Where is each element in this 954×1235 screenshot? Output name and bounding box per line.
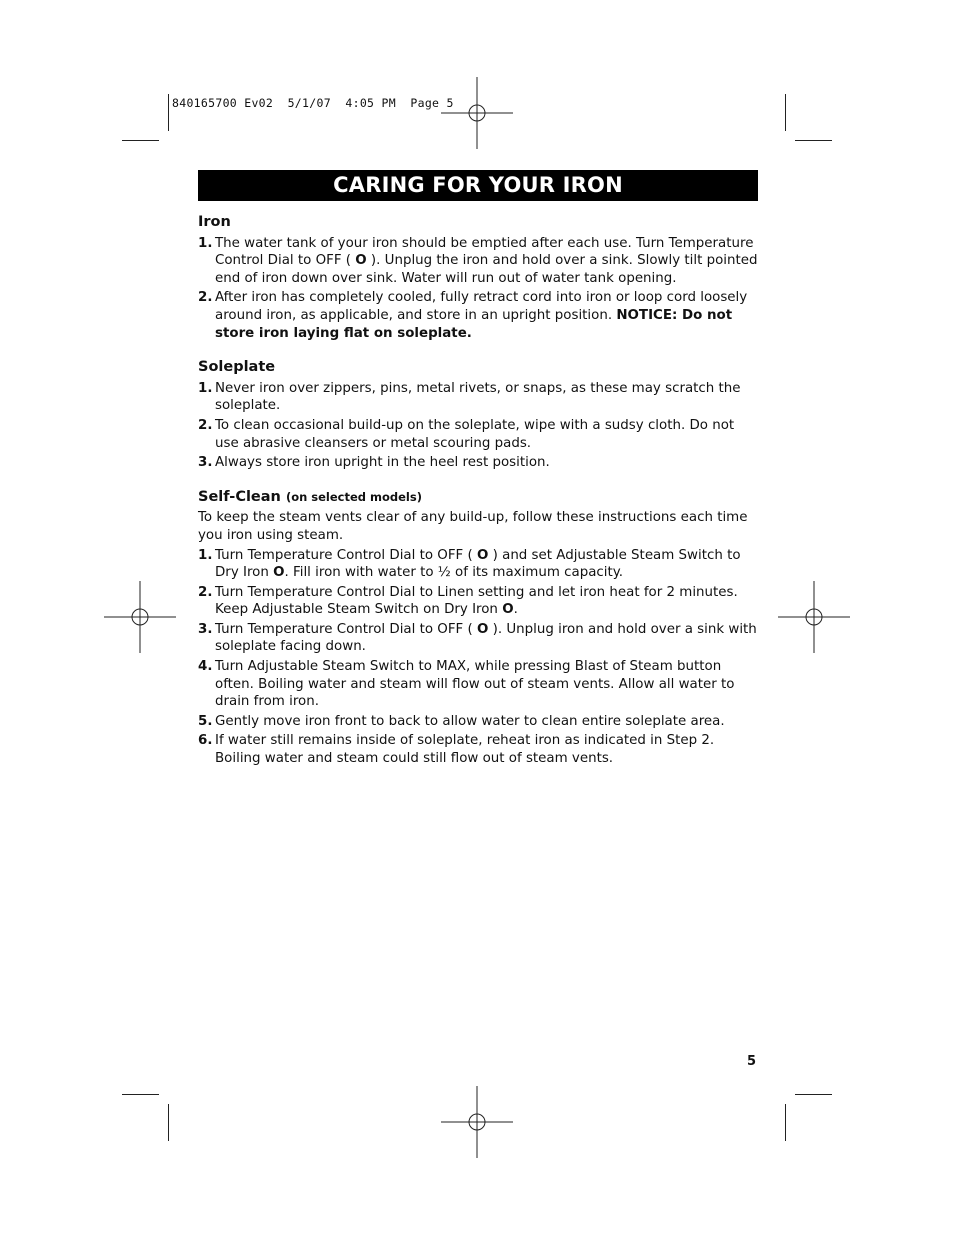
selfclean-list <box>198 547 760 768</box>
selfclean-section <box>198 489 760 768</box>
registration-mark-right <box>778 581 850 653</box>
off-symbol: O <box>476 621 489 637</box>
crop-mark <box>795 1094 832 1095</box>
item-text: Gently move iron front to back to allow water to clean entire soleplate area. <box>215 713 725 729</box>
list-item <box>198 658 760 711</box>
item-number: 2. <box>198 417 213 433</box>
item-text: Never iron over zippers, pins, metal rivets, or snaps, as these may scratch the soleplate. <box>215 380 741 414</box>
item-number: 2. <box>198 290 213 306</box>
registration-mark-left <box>104 581 176 653</box>
title-bar <box>198 170 758 201</box>
page-number: 5 <box>746 1054 756 1069</box>
item-text: After iron has completely cooled, fully retract cord into iron or loop cord loosely around iron, as applicable, and store in an upright position. <box>215 290 748 323</box>
dry-iron-symbol: O <box>273 565 285 581</box>
item-text: Turn Temperature Control Dial to Linen setting and let iron heat for 2 minutes. Keep Adjustable Steam Switch on Dry Iron <box>215 584 738 618</box>
selfclean-heading-note: (on selected models) <box>285 489 422 504</box>
off-symbol: O <box>476 547 489 563</box>
item-number: 3. <box>198 455 213 471</box>
item-text: ). Unplug iron and hold over a sink with soleplate facing down. <box>215 621 757 655</box>
list-item <box>198 584 760 619</box>
crop-mark <box>168 94 169 131</box>
item-number: 5. <box>198 713 213 729</box>
soleplate-list <box>198 380 760 472</box>
item-text: Always store iron upright in the heel rest position. <box>215 455 550 471</box>
content <box>198 214 760 785</box>
item-text: . <box>513 602 518 618</box>
crop-mark <box>795 140 832 141</box>
item-number: 1. <box>198 380 213 396</box>
list-item <box>198 547 760 582</box>
registration-mark-bottom <box>441 1086 513 1158</box>
item-number: 6. <box>198 733 213 749</box>
list-item <box>198 289 760 342</box>
item-number: 2. <box>198 584 213 600</box>
soleplate-section <box>198 359 760 472</box>
page-title: CARING FOR YOUR IRON <box>333 173 623 197</box>
iron-list <box>198 235 760 343</box>
notice-text: NOTICE: Do not store iron laying flat on soleplate. <box>215 307 733 341</box>
list-item <box>198 380 760 415</box>
iron-section <box>198 214 760 342</box>
crop-mark <box>785 94 786 131</box>
item-text: If water still remains inside of soleplate, reheat iron as indicated in Step 2. Boiling water and steam could still flow out of steam vents. <box>215 733 715 767</box>
registration-mark-top <box>441 77 513 149</box>
off-symbol: O <box>355 253 367 269</box>
list-item <box>198 235 760 288</box>
item-text: ). Unplug the iron and hold over a sink. Slowly tilt pointed end of iron down over sink. Water will run out of water tank opening. <box>215 253 758 286</box>
item-text: ) and set Adjustable Steam Switch to Dry Iron <box>215 547 741 581</box>
list-item <box>198 621 760 656</box>
list-item <box>198 454 760 472</box>
crop-mark <box>122 140 159 141</box>
item-text: . Fill iron with water to <box>284 565 438 581</box>
printer-slug: 840165700 Ev02 5/1/07 4:05 PM Page 5 <box>172 96 454 110</box>
fraction: ½ <box>437 565 451 581</box>
item-number: 1. <box>198 547 213 563</box>
item-number: 3. <box>198 621 213 637</box>
item-text: Turn Temperature Control Dial to OFF ( <box>215 547 477 563</box>
item-text: Turn Adjustable Steam Switch to MAX, while pressing Blast of Steam button often. Boiling water and steam will flow out of steam vents. Allow all water to drain from iron. <box>215 659 735 710</box>
crop-mark <box>168 1104 169 1141</box>
item-text: To clean occasional build-up on the soleplate, wipe with a sudsy cloth. Do not use abrasive cleansers or metal scouring pads. <box>215 417 735 451</box>
selfclean-intro: To keep the steam vents clear of any build-up, follow these instructions each time you iron using steam. <box>198 510 748 543</box>
item-text: of its maximum capacity. <box>450 565 624 581</box>
list-item <box>198 417 760 452</box>
crop-mark <box>785 1104 786 1141</box>
item-number: 1. <box>198 235 213 251</box>
selfclean-heading <box>198 489 760 507</box>
item-number: 4. <box>198 659 213 675</box>
crop-mark <box>122 1094 159 1095</box>
dry-iron-symbol: O <box>502 602 514 618</box>
list-item <box>198 732 760 767</box>
selfclean-heading-text: Self-Clean <box>198 488 281 505</box>
iron-heading: Iron <box>198 214 231 230</box>
item-text: The water tank of your iron should be emptied after each use. Turn Temperature Control Dial to OFF ( <box>215 235 754 269</box>
list-item <box>198 713 760 731</box>
item-text: Turn Temperature Control Dial to OFF ( <box>215 621 477 637</box>
soleplate-heading: Soleplate <box>198 359 276 376</box>
